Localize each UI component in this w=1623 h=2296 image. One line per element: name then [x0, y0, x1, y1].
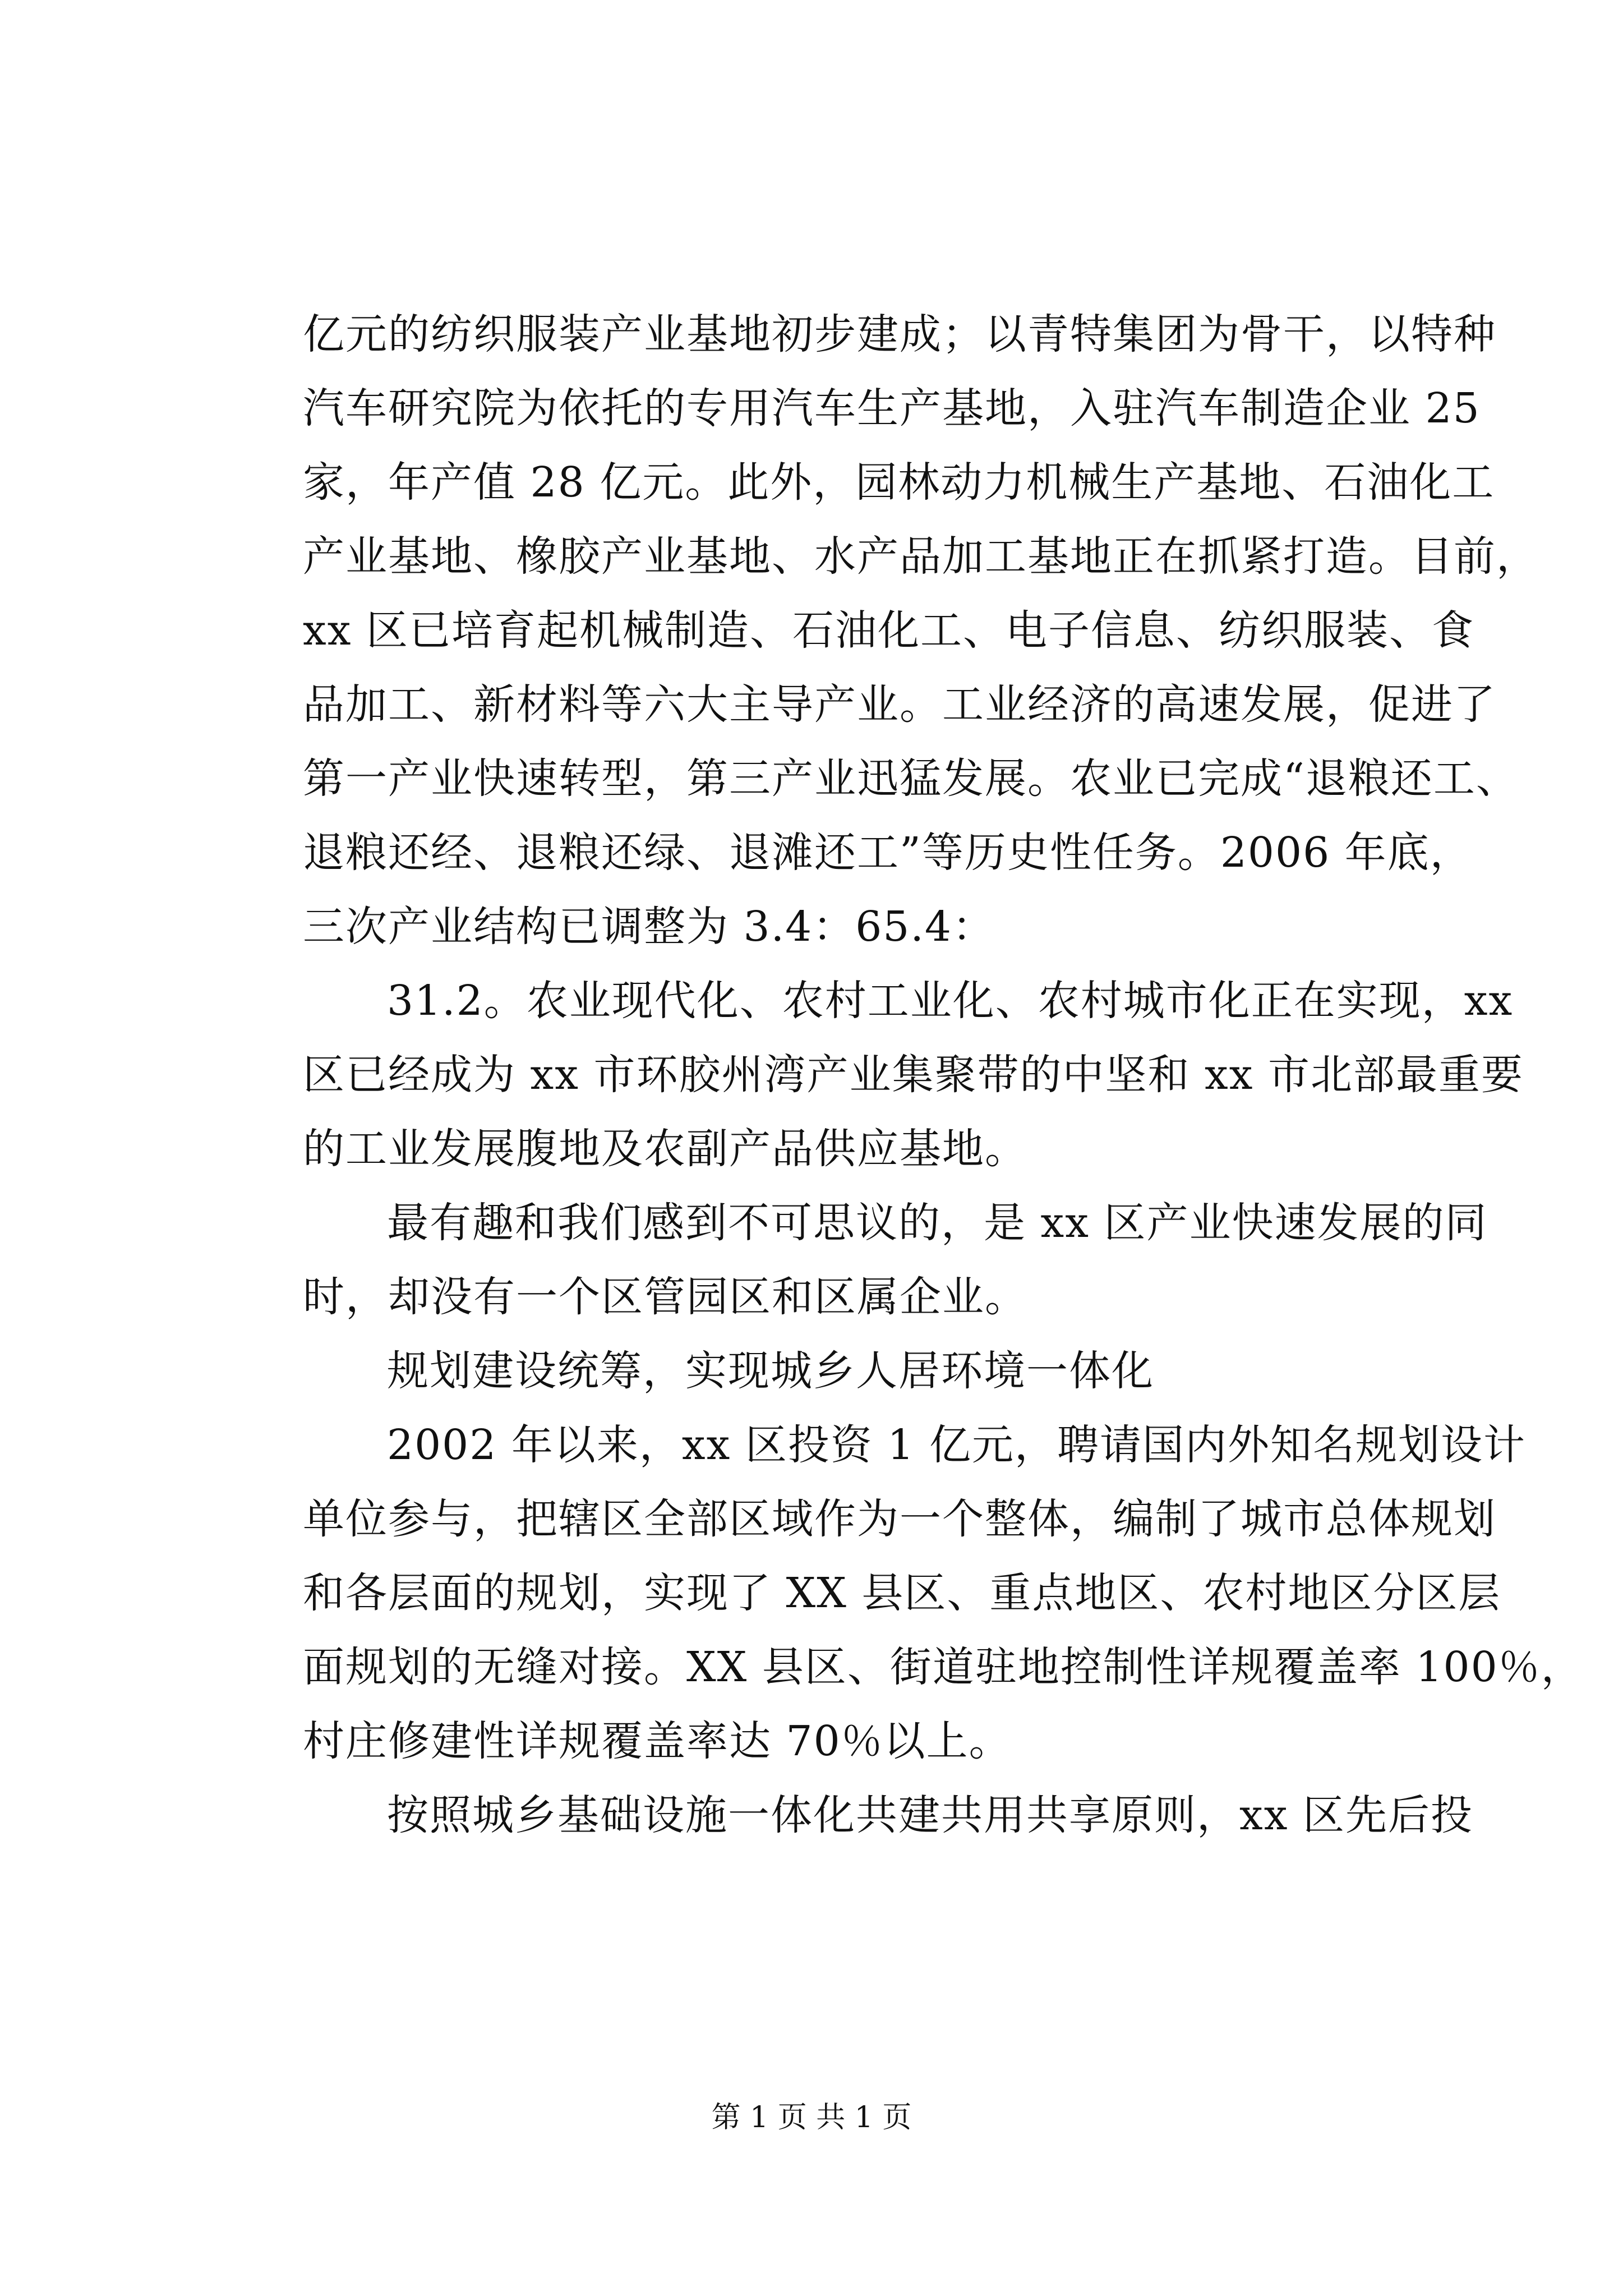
text-line: 面规划的无缝对接。XX 县区、街道驻地控制性详规覆盖率 100％， [303, 1643, 1584, 1691]
text-line: 亿元的纺织服装产业基地初步建成；以青特集团为骨干，以特种 [303, 310, 1496, 358]
text-line: 2002 年以来，xx 区投资 1 亿元，聘请国内外知名规划设计 [387, 1421, 1526, 1469]
text-line: 产业基地、橡胶产业基地、水产品加工基地正在抓紧打造。目前， [303, 532, 1539, 581]
text-line: 村庄修建性详规覆盖率达 70％以上。 [303, 1717, 1012, 1765]
text-line: 退粮还经、退粮还绿、退滩还工”等历史性任务。2006 年底， [303, 829, 1473, 877]
text-line: xx 区已培育起机械制造、石油化工、电子信息、纺织服装、食 [303, 606, 1474, 655]
text-line: 家，年产值 28 亿元。此外，园林动力机械生产基地、石油化工 [303, 458, 1495, 507]
section-heading: 规划建设统筹，实现城乡人居环境一体化 [387, 1347, 1154, 1395]
text-line: 汽车研究院为依托的专用汽车生产基地，入驻汽车制造企业 25 [303, 384, 1481, 432]
text-line: 和各层面的规划，实现了 XX 县区、重点地区、农村地区分区层 [303, 1569, 1501, 1617]
text-line: 区已经成为 xx 市环胶州湾产业集聚带的中坚和 xx 市北部最重要 [303, 1051, 1524, 1099]
text-line: 时，却没有一个区管园区和区属企业。 [303, 1273, 1027, 1321]
text-line: 31.2。农业现代化、农村工业化、农村城市化正在实现，xx [387, 977, 1514, 1025]
text-line: 单位参与，把辖区全部区域作为一个整体，编制了城市总体规划 [303, 1495, 1496, 1543]
text-line: 最有趣和我们感到不可思议的，是 xx 区产业快速发展的同 [387, 1199, 1488, 1247]
page-footer: 第 1 页 共 1 页 [711, 2101, 912, 2134]
text-line: 三次产业结构已调整为 3.4：65.4： [303, 903, 995, 951]
text-line: 第一产业快速转型，第三产业迅猛发展。农业已完成“退粮还工、 [303, 754, 1519, 803]
document-body [303, 297, 1584, 1852]
text-line: 按照城乡基础设施一体化共建共用共享原则，xx 区先后投 [387, 1791, 1473, 1839]
text-line: 品加工、新材料等六大主导产业。工业经济的高速发展，促进了 [303, 680, 1496, 729]
text-line: 的工业发展腹地及农副产品供应基地。 [303, 1125, 1027, 1173]
